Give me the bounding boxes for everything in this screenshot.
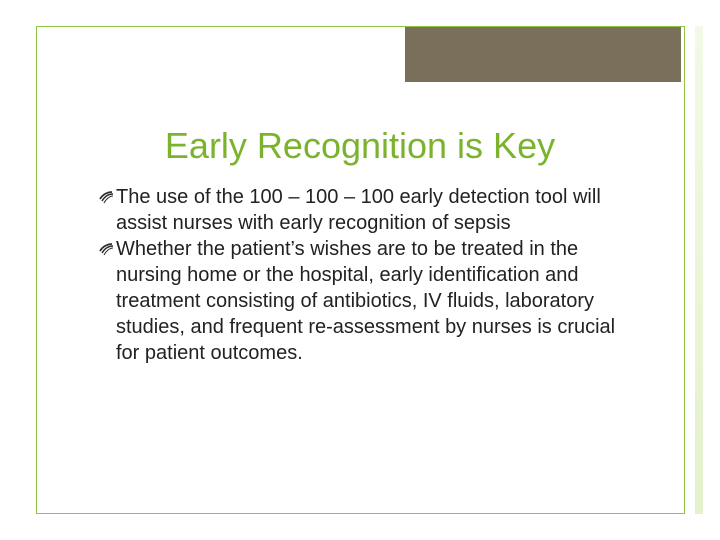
bullet-text: Whether the patient’s wishes are to be treated in the nursing home or the hospital, early identification and treatment consisting of antibiotics, IV fluids, laboratory studies, and frequent re-assessment by nurses is crucial for patient outcomes. (116, 238, 616, 364)
bullet-text: The use of the 100 – 100 – 100 early detection tool will assist nurses with early recognition of sepsis (116, 186, 601, 234)
slide-title: Early Recognition is Key (164, 125, 556, 166)
bullet-swoosh-icon (98, 242, 114, 256)
header-tab (405, 27, 681, 82)
bullet-item (98, 184, 618, 236)
bullet-item (98, 236, 618, 366)
accent-strip (695, 26, 703, 514)
bullet-swoosh-icon (98, 190, 114, 204)
bullet-list (98, 184, 618, 366)
